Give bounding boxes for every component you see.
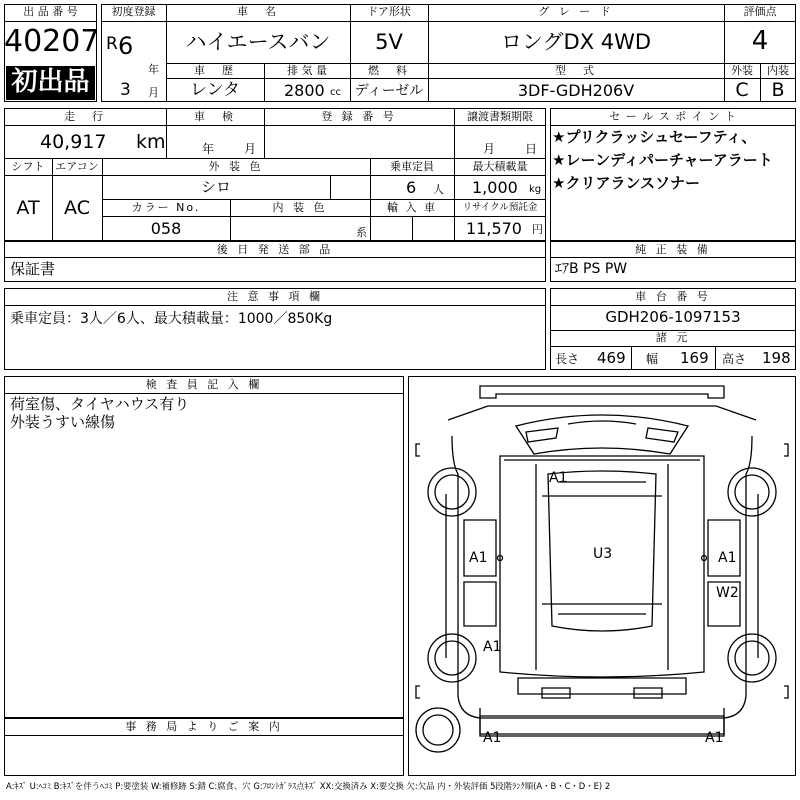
reg-month: 3	[120, 80, 131, 100]
max-load: 1,000	[472, 178, 518, 197]
int-color-unit: 系	[356, 226, 367, 239]
mileage-unit: km	[136, 131, 166, 153]
sales-point-3: ★クリアランスソナー	[552, 174, 700, 192]
color-no: 058	[150, 219, 182, 238]
inspector-label: 検 査 員 記 入 欄	[145, 378, 263, 391]
inspector-line-1: 荷室傷、タイヤハウス有り	[10, 395, 190, 413]
exterior-label: 外装	[731, 64, 753, 77]
fuel-label: 燃 料	[368, 64, 410, 77]
recycle-unit: 円	[532, 223, 543, 236]
int-color-label: 内 装 色	[272, 201, 328, 214]
notes-label: 注 意 事 項 欄	[227, 290, 323, 303]
mileage-label: 走 行	[64, 110, 106, 123]
damage-mark: A1	[549, 470, 568, 486]
recycle-label: リサイクル預託金	[462, 202, 538, 213]
color-no-label: カラー No.	[131, 201, 201, 214]
later-parts: 保証書	[10, 260, 56, 278]
displacement-label: 排 気 量	[287, 64, 327, 77]
inspection-month-unit: 月	[244, 142, 257, 156]
displacement: 2800	[284, 81, 325, 100]
grade: ロングDX 4WD	[500, 30, 652, 54]
lot-number-label: 出 品 番 号	[23, 5, 78, 18]
damage-mark: A1	[483, 730, 502, 746]
damage-mark: W2	[716, 585, 739, 601]
color-label: 外 装 色	[208, 160, 264, 173]
first-reg-label: 初度登録	[111, 5, 156, 18]
door-label: ドア形状	[367, 5, 411, 18]
damage-mark: A1	[705, 730, 724, 746]
chassis-label: 車 台 番 号	[635, 290, 711, 303]
damage-mark: A1	[718, 550, 737, 566]
later-parts-label: 後 日 発 送 部 品	[216, 243, 334, 256]
history: レンタ	[190, 80, 240, 100]
car-name: ハイエースバン	[185, 30, 331, 54]
dims-label: 諸 元	[655, 331, 691, 344]
damage-mark: A1	[483, 639, 502, 655]
transfer-month-unit: 月	[483, 142, 496, 156]
era: R	[106, 34, 118, 54]
displacement-unit: cc	[330, 87, 341, 98]
ac-label: エアコン	[55, 160, 99, 173]
car-name-label: 車 名	[237, 5, 279, 18]
first-listing-text: 初出品	[11, 67, 90, 97]
lot-number: 40207	[4, 24, 100, 59]
capacity-label: 乗車定員	[390, 160, 434, 173]
damage-mark: A1	[469, 550, 488, 566]
max-load-label: 最大積載量	[472, 160, 528, 173]
color: シロ	[200, 178, 231, 196]
inspection-label: 車 検	[194, 110, 236, 123]
grade-label: グ レ ー ド	[538, 5, 614, 18]
equipment-label: 純 正 装 備	[635, 243, 711, 256]
history-label: 車 歴	[194, 64, 236, 77]
notes: 乗車定員：3人／6人、最大積載量：1000／850Kg	[10, 311, 333, 327]
reg-year: 6	[118, 32, 134, 60]
inspection-year-unit: 年	[202, 142, 215, 156]
length: 469	[597, 349, 626, 367]
damage-mark: U3	[593, 546, 613, 562]
mileage: 40,917	[40, 131, 107, 153]
capacity-unit: 人	[433, 183, 444, 196]
import-label: 輸 入 車	[387, 201, 437, 214]
sales-point-1: ★プリクラッシュセーフティ、	[552, 128, 757, 146]
width: 169	[680, 349, 709, 367]
fuel: ディーゼル	[354, 83, 424, 99]
recycle-deposit: 11,570	[466, 219, 522, 238]
model-label: 型 式	[555, 64, 597, 77]
transfer-day-unit: 日	[525, 142, 538, 156]
shift-label: シフト	[11, 160, 45, 173]
score: 4	[751, 26, 769, 56]
height-label: 高さ	[722, 352, 747, 366]
year-unit-label: 年	[148, 63, 159, 76]
car-diagram	[408, 376, 796, 776]
equipment: ｴｱB PS PW	[555, 261, 628, 277]
chassis-number: GDH206-1097153	[605, 308, 741, 326]
plate-label: 登 録 番 号	[321, 110, 397, 123]
height: 198	[762, 349, 791, 367]
sales-points-label: セ ー ル ス ポ イ ン ト	[609, 110, 737, 123]
interior-label: 内装	[767, 64, 789, 77]
sales-point-2: ★レーンディパーチャーアラート	[552, 151, 773, 169]
shift: AT	[16, 197, 40, 219]
model: 3DF-GDH206V	[517, 81, 635, 100]
width-label: 幅	[646, 352, 659, 366]
interior-grade: B	[771, 79, 785, 101]
exterior-grade: C	[735, 79, 749, 101]
ac: AC	[64, 197, 90, 219]
capacity: 6	[406, 178, 417, 197]
legend: A:ｷｽﾞ U:ﾍｺﾐ B:ｷｽﾞを伴うﾍｺﾐ P:要塗装 W:補修跡 S:錆 C:腐食、穴 G:ﾌﾛﾝﾄｶﾞﾗｽ点ｷｽﾞ XX:交換済み X:要交換 欠:欠品 内・外装評価 5段階ﾗﾝｸ順(A・B・C・D・E) 2	[6, 781, 611, 791]
score-label: 評価点	[743, 5, 777, 18]
month-unit: 月	[148, 86, 159, 99]
office-label: 事 務 局 よ り ご 案 内	[125, 720, 283, 733]
door-type: 5V	[375, 30, 403, 54]
inspector-line-2: 外装うすい線傷	[10, 413, 116, 431]
max-load-unit: kg	[529, 184, 542, 195]
length-label: 長さ	[555, 352, 580, 366]
transfer-label: 譲渡書類期限	[467, 110, 533, 123]
